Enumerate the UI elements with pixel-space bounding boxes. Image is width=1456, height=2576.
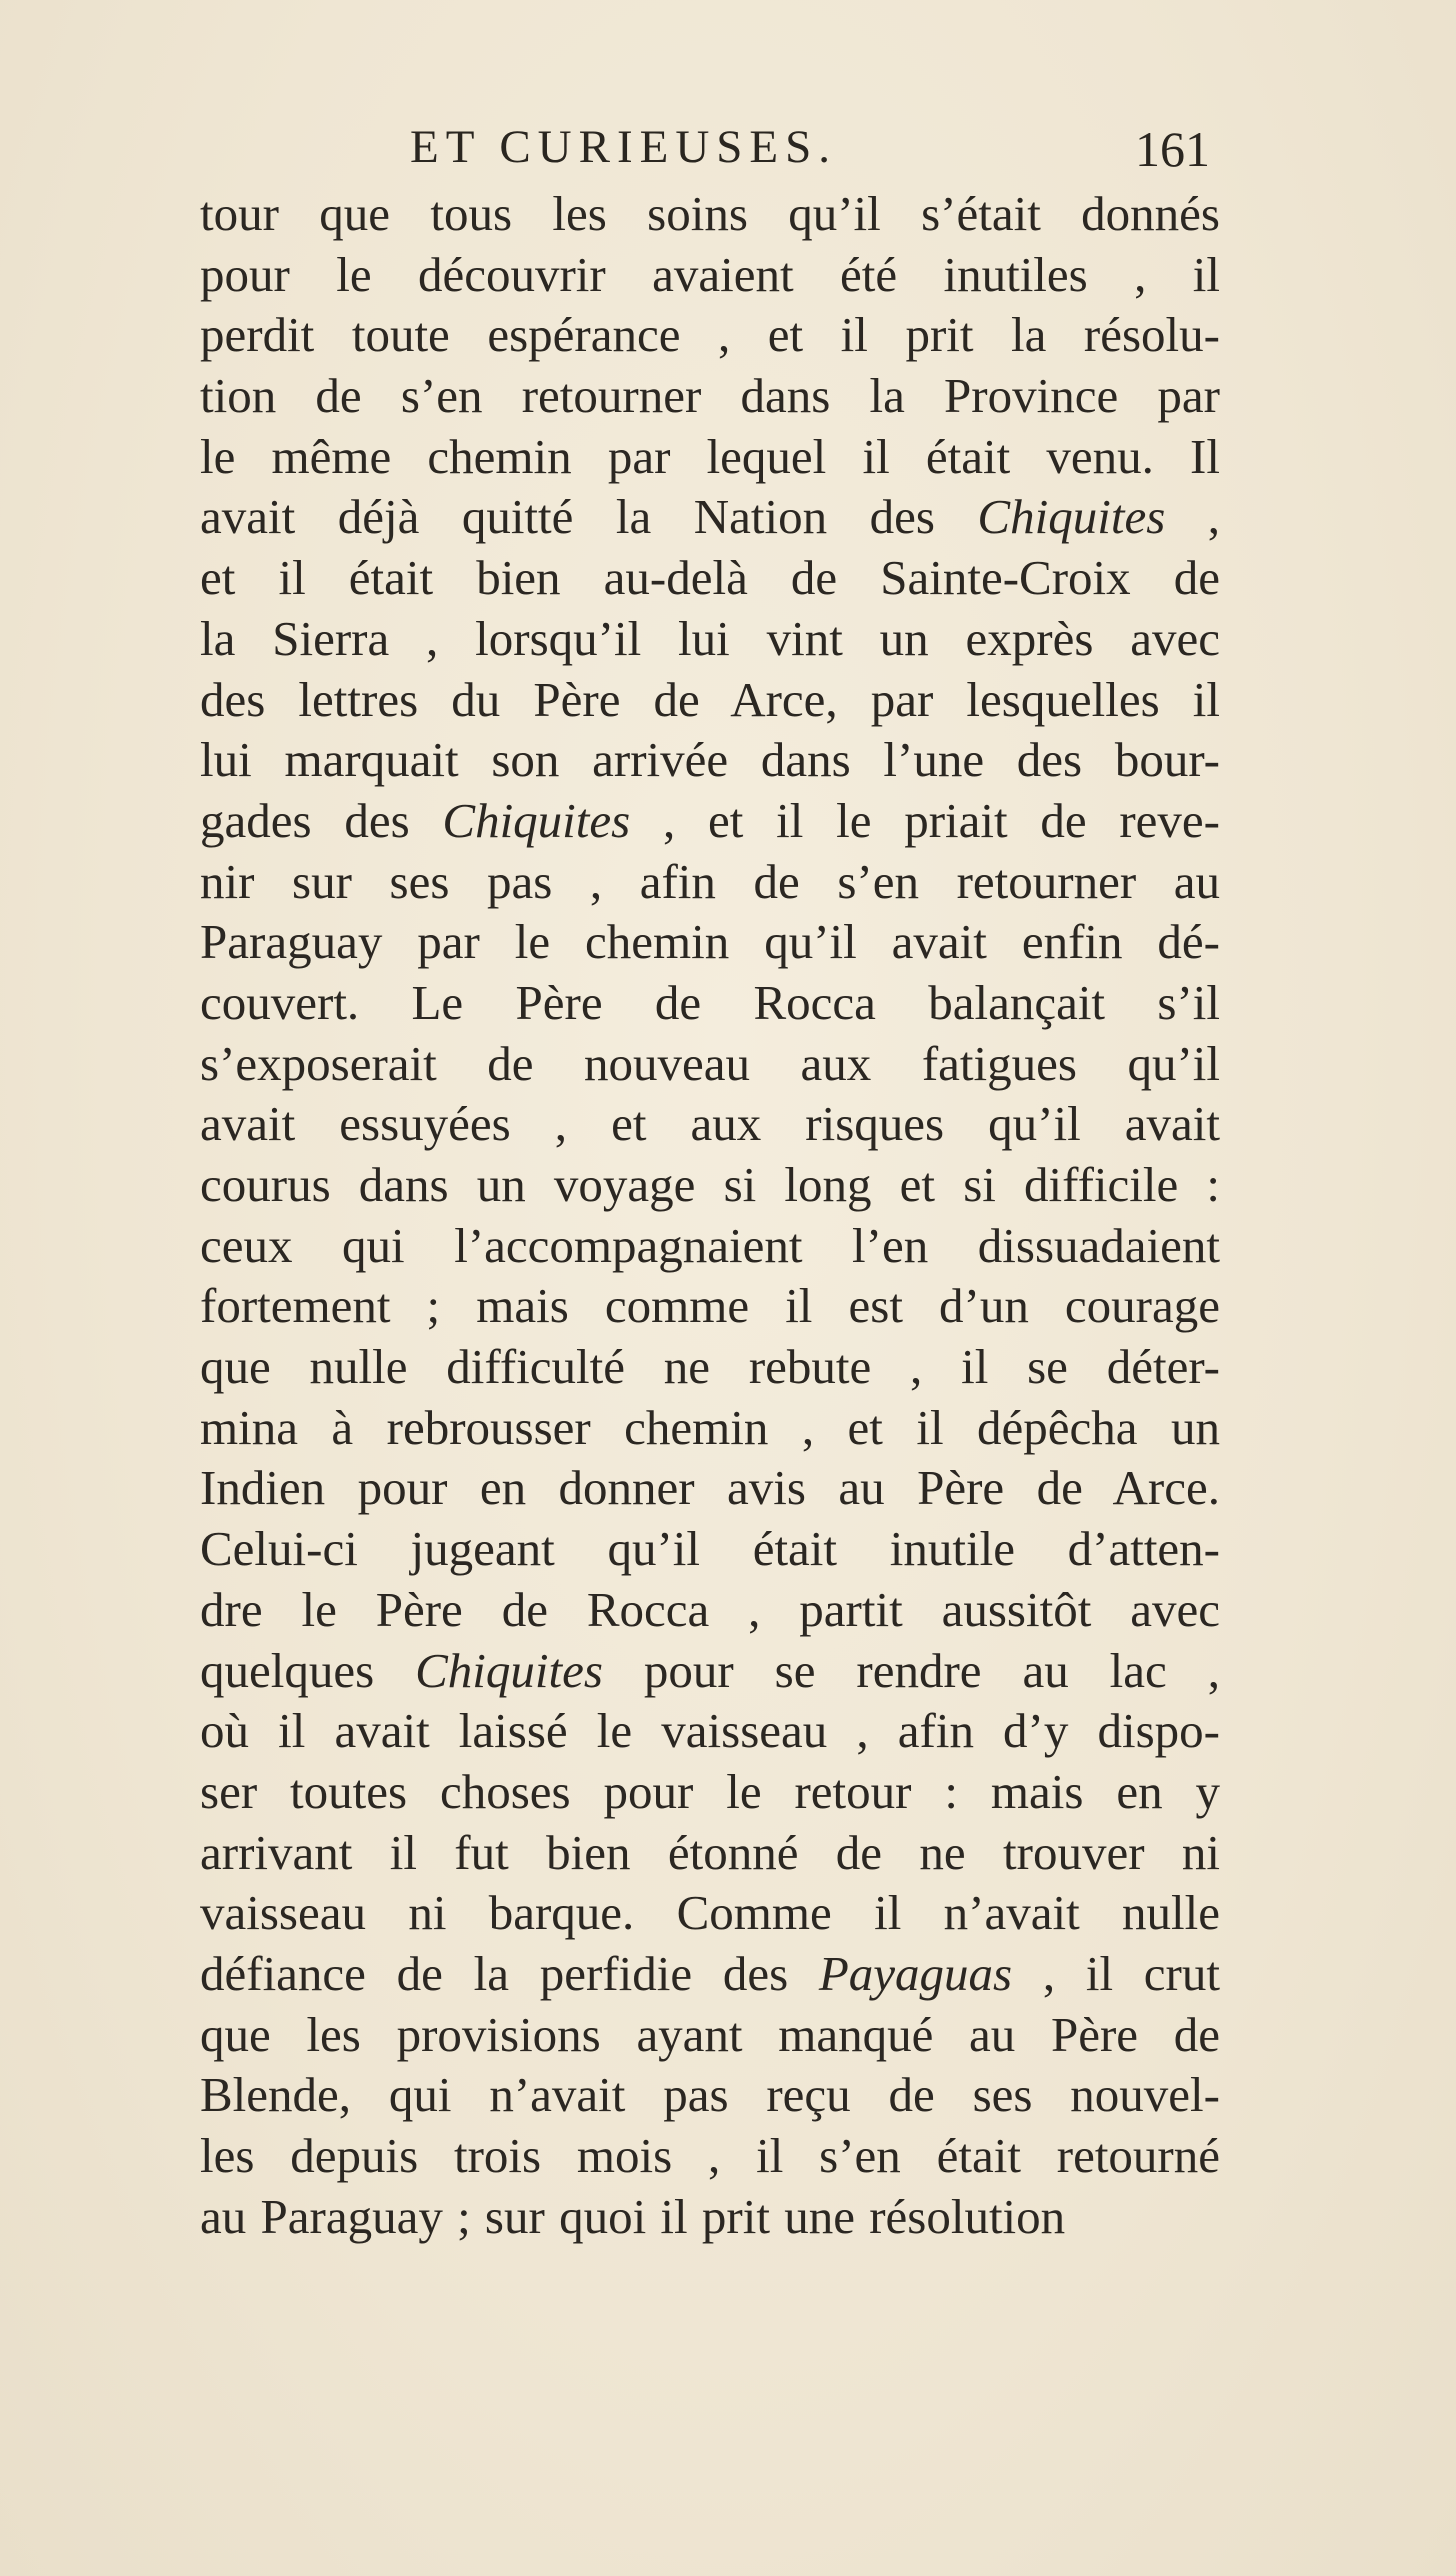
text-line [200, 1580, 1220, 1641]
page-header [200, 120, 1210, 180]
text-segment: lui marquait son arrivée dans l’une des bour- [200, 732, 1220, 788]
text-segment: ceux qui l’accompagnaient l’en dissuadaient [200, 1217, 1220, 1273]
text-segment: nir sur ses pas , afin de s’en retourner au [200, 853, 1220, 909]
text-segment: mina à rebrousser chemin , et il dépêcha un [200, 1399, 1220, 1455]
text-line [200, 912, 1220, 973]
text-segment: pour se rendre au lac , [602, 1642, 1220, 1698]
text-line [200, 2126, 1220, 2187]
text-segment: Paraguay par le chemin qu’il avait enfin dé- [200, 914, 1220, 970]
text-line [200, 1701, 1220, 1762]
text-segment: avait essuyées , et aux risques qu’il avait [200, 1096, 1220, 1152]
text-line [200, 1823, 1220, 1884]
text-line [200, 487, 1220, 548]
text-segment: , et il le priait de reve- [630, 792, 1220, 848]
text-segment: dre le Père de Rocca , partit aussitôt avec [200, 1581, 1220, 1637]
italic-name: Chiquites [977, 489, 1166, 545]
text-line [200, 1762, 1220, 1823]
text-segment: arrivant il fut bien étonné de ne trouver ni [200, 1824, 1220, 1880]
italic-name: Payaguas [818, 1945, 1013, 2001]
text-line [200, 245, 1220, 306]
text-line [200, 1944, 1220, 2005]
text-segment: vaisseau ni barque. Comme il n’avait nulle [200, 1885, 1220, 1941]
text-segment: , [1165, 489, 1221, 545]
text-line [200, 1641, 1220, 1702]
text-line [200, 184, 1220, 245]
text-segment: tion de s’en retourner dans la Province par [200, 368, 1220, 424]
text-line [200, 2065, 1220, 2126]
text-line [200, 670, 1220, 731]
text-line [200, 730, 1220, 791]
text-segment: la Sierra , lorsqu’il lui vint un exprès avec [200, 610, 1220, 666]
text-segment: , il crut [1012, 1945, 1220, 2001]
text-line [200, 1398, 1220, 1459]
text-line [200, 1519, 1220, 1580]
text-segment: Indien pour en donner avis au Père de Arce. [200, 1460, 1220, 1516]
text-line [200, 1276, 1220, 1337]
text-line [200, 2187, 1220, 2248]
text-line [200, 2005, 1220, 2066]
text-segment: que nulle difficulté ne rebute , il se déter- [200, 1339, 1220, 1395]
text-line [200, 791, 1220, 852]
text-segment: les depuis trois mois , il s’en était retourné [200, 2128, 1220, 2183]
text-line [200, 305, 1220, 366]
text-line [200, 1216, 1220, 1277]
text-segment: courus dans un voyage si long et si difficile : [200, 1157, 1220, 1212]
text-segment: que les provisions ayant manqué au Père de [200, 2006, 1220, 2062]
text-line [200, 548, 1220, 609]
text-segment: quelques [200, 1642, 416, 1698]
text-segment: ser toutes choses pour le retour : mais en y [200, 1763, 1220, 1819]
text-segment: où il avait laissé le vaisseau , afin d’y dispo- [200, 1703, 1220, 1759]
text-line [200, 609, 1220, 670]
text-line [200, 1337, 1220, 1398]
text-line [200, 1458, 1220, 1519]
text-segment: défiance de la perfidie des [200, 1945, 819, 2001]
text-line [200, 1034, 1220, 1095]
running-title: ET CURIEUSES. [410, 121, 837, 173]
text-segment: s’exposerait de nouveau aux fatigues qu’il [200, 1035, 1220, 1091]
text-segment: tour que tous les soins qu’il s’était donnés [200, 186, 1220, 241]
text-segment: Blende, qui n’avait pas reçu de ses nouvel- [200, 2067, 1220, 2123]
italic-name: Chiquites [442, 792, 631, 848]
text-line [200, 1094, 1220, 1155]
body-text [200, 184, 1220, 2247]
text-segment: fortement ; mais comme il est d’un courage [200, 1278, 1220, 1334]
text-line [200, 1155, 1220, 1216]
text-segment: au Paraguay ; sur quoi il prit une résolution [200, 2188, 1066, 2244]
text-segment: couvert. Le Père de Rocca balançait s’il [200, 974, 1220, 1030]
text-line [200, 852, 1220, 913]
text-segment: gades des [200, 792, 443, 848]
text-line [200, 973, 1220, 1034]
text-segment: perdit toute espérance , et il prit la résolu- [200, 307, 1220, 363]
text-line [200, 1883, 1220, 1944]
text-line [200, 427, 1220, 488]
text-segment: pour le découvrir avaient été inutiles , il [200, 246, 1220, 302]
text-segment: Celui-ci jugeant qu’il était inutile d’atten- [200, 1521, 1220, 1577]
text-segment: avait déjà quitté la Nation des [200, 489, 978, 545]
page-number: 161 [1135, 121, 1210, 177]
text-segment: des lettres du Père de Arce, par lesquelles il [200, 671, 1220, 727]
text-segment: le même chemin par lequel il était venu. Il [200, 428, 1220, 484]
text-segment: et il était bien au-delà de Sainte-Croix de [200, 550, 1220, 606]
text-line [200, 366, 1220, 427]
italic-name: Chiquites [415, 1642, 603, 1698]
